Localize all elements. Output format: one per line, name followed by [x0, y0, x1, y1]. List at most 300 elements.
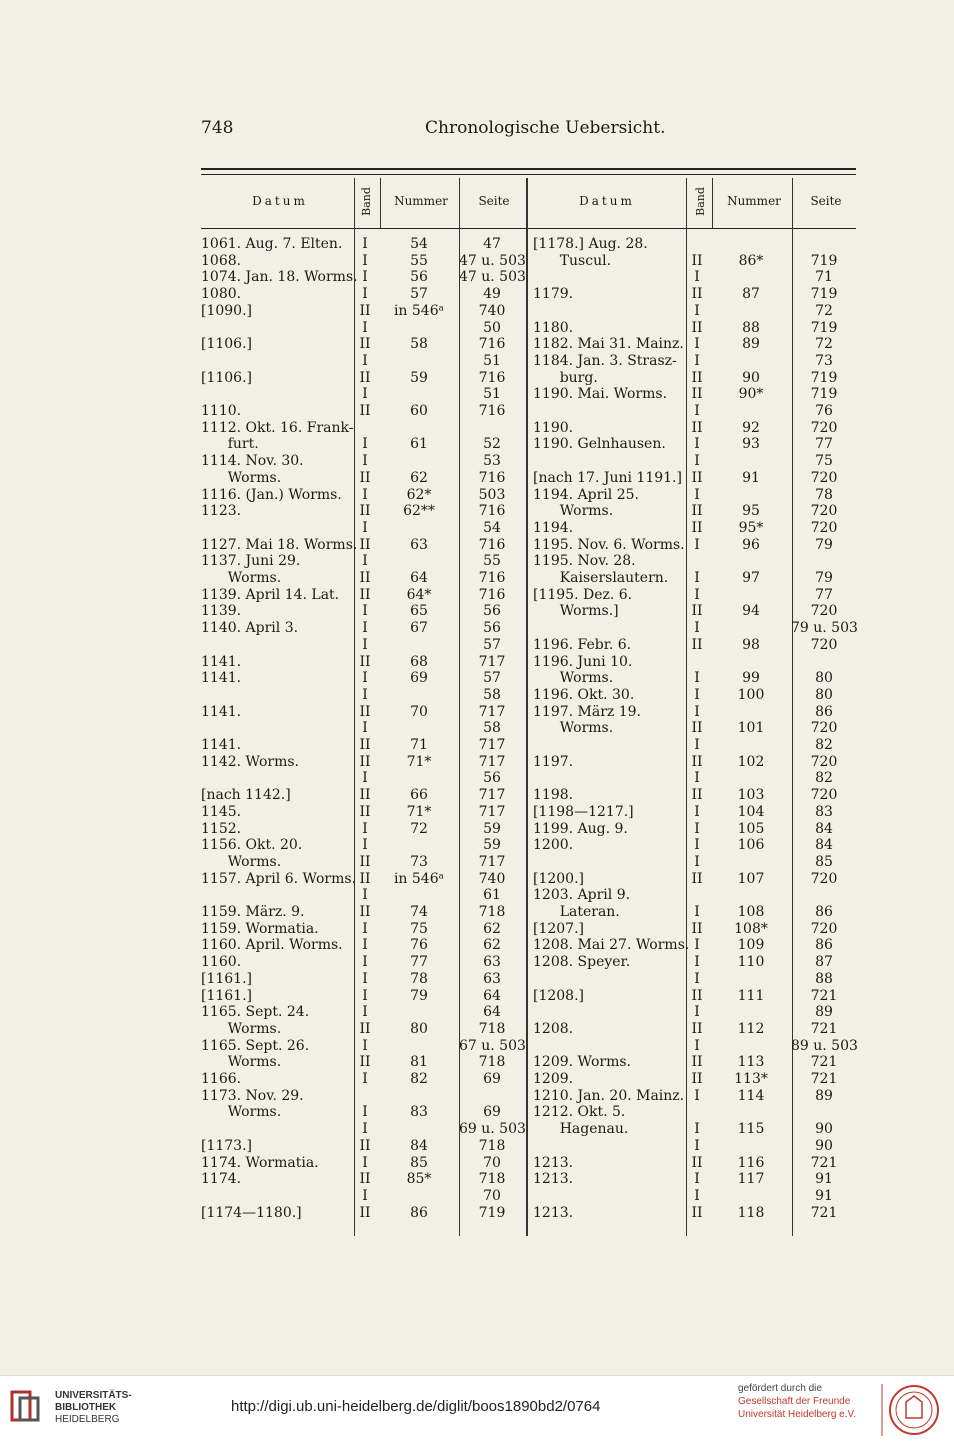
band-cell: I — [694, 403, 700, 419]
seite-cell: 720 — [810, 753, 838, 770]
seite-cell: 718 — [478, 1171, 506, 1188]
band-cell: I — [362, 954, 368, 971]
seite-cell: 721 — [810, 1204, 838, 1221]
table-row — [201, 420, 526, 437]
nummer-cell: 104 — [737, 803, 765, 820]
band-cell: II — [359, 1020, 371, 1037]
nummer-cell: 115 — [737, 1121, 765, 1138]
band-cell: I — [362, 636, 368, 653]
seite-cell: 84 — [815, 820, 833, 837]
seite-cell: 717 — [478, 753, 506, 770]
table-row — [201, 386, 526, 403]
nummer-cell: 69 — [410, 670, 428, 687]
band-cell: I — [362, 1187, 368, 1204]
table-row — [533, 770, 858, 787]
seite-cell: 721 — [810, 1054, 838, 1071]
datum-cell: Worms. — [201, 1020, 282, 1037]
band-cell: II — [691, 419, 703, 436]
datum-cell: 1210. Jan. 20. Mainz. — [533, 1087, 685, 1104]
band-cell: II — [691, 319, 703, 336]
seite-cell: 720 — [810, 419, 838, 436]
datum-cell: 1209. Worms. — [533, 1054, 631, 1071]
seite-cell: 719 — [810, 319, 838, 336]
datum-cell: 1080. — [201, 286, 242, 303]
datum-cell: 1208. — [533, 1020, 574, 1037]
table-row — [533, 954, 858, 971]
datum-cell: Kaiserslautern. — [533, 570, 669, 586]
datum-cell: Worms. — [201, 1104, 282, 1121]
band-cell: I — [694, 1037, 700, 1054]
band-cell: II — [691, 1204, 703, 1221]
nummer-cell: 86* — [738, 252, 764, 269]
table-row — [201, 1071, 526, 1088]
band-cell: I — [362, 920, 368, 937]
datum-cell: 1190. Gelnhausen. — [533, 436, 666, 453]
datum-cell: Hagenau. — [533, 1121, 629, 1138]
seite-cell: 90 — [815, 1121, 833, 1138]
datum-cell: 1140. April 3. — [201, 620, 299, 637]
seite-cell: 718 — [478, 1054, 506, 1071]
table-row — [201, 470, 526, 487]
seite-cell: 719 — [810, 369, 838, 386]
seite-cell: 86 — [815, 703, 833, 720]
datum-cell: Worms. — [201, 1054, 282, 1071]
table-row — [533, 720, 858, 737]
seite-cell: 56 — [483, 603, 501, 620]
band-cell: I — [362, 1037, 368, 1054]
left-band-header: Band — [359, 187, 373, 216]
band-cell: II — [359, 787, 371, 804]
nummer-cell: 96 — [742, 536, 760, 553]
seite-cell: 47 u. 503 — [459, 252, 526, 269]
table-row — [533, 737, 858, 754]
seite-cell: 720 — [810, 787, 838, 804]
datum-cell: 1173. Nov. 29. — [201, 1087, 304, 1104]
seite-cell: 716 — [478, 369, 506, 386]
datum-cell: 1209. — [533, 1071, 574, 1087]
datum-cell: 1197. März 19. — [533, 703, 641, 720]
table-row — [533, 637, 858, 654]
datum-cell: burg. — [533, 369, 598, 386]
nummer-cell: 62 — [410, 469, 428, 486]
nummer-cell: 110 — [737, 954, 765, 971]
nummer-cell: 91 — [742, 469, 760, 486]
seite-cell: 64 — [483, 1004, 501, 1021]
table-row — [533, 904, 858, 921]
band-cell: I — [362, 269, 368, 286]
band-cell: I — [694, 570, 700, 586]
seite-cell: 91 — [815, 1187, 833, 1204]
table-row — [533, 403, 858, 420]
table-row — [533, 553, 858, 570]
band-cell: I — [694, 837, 700, 854]
seite-cell: 717 — [478, 737, 506, 753]
table-row — [533, 487, 858, 504]
nummer-cell: 112 — [737, 1020, 765, 1037]
seite-cell: 75 — [815, 453, 833, 470]
table-row — [533, 386, 858, 403]
datum-cell: 1196. Okt. 30. — [533, 686, 635, 703]
seite-cell: 73 — [815, 352, 833, 369]
seite-cell: 61 — [483, 887, 501, 904]
table-row — [201, 436, 526, 453]
band-cell: II — [691, 386, 703, 403]
band-cell: II — [359, 653, 371, 670]
nummer-cell: 106 — [737, 837, 765, 854]
seite-cell: 720 — [810, 603, 838, 620]
seite-cell: 716 — [478, 536, 506, 553]
nummer-cell: 62* — [406, 486, 432, 503]
table-row — [201, 1038, 526, 1055]
datum-cell: Worms.] — [533, 603, 619, 620]
nummer-cell: 66 — [410, 787, 428, 804]
datum-cell: 1203. April 9. — [533, 887, 631, 904]
table-row — [533, 821, 858, 838]
seite-cell: 720 — [810, 469, 838, 486]
table-row — [201, 286, 526, 303]
nummer-cell: 63 — [410, 536, 428, 553]
right-seite-header: Seite — [810, 194, 842, 208]
band-cell: II — [691, 1154, 703, 1171]
band-cell: II — [359, 870, 371, 887]
page-number: 748 — [201, 118, 234, 138]
table-row — [533, 921, 858, 938]
table-row — [533, 253, 858, 270]
table-row — [533, 503, 858, 520]
band-cell: I — [694, 302, 700, 319]
nummer-cell: 61 — [410, 436, 428, 453]
table-row — [201, 403, 526, 420]
seite-cell: 62 — [483, 937, 501, 954]
band-cell: I — [694, 937, 700, 954]
library-name: UNIVERSITÄTS- BIBLIOTHEK HEIDELBERG — [55, 1390, 132, 1425]
datum-cell: 1157. April 6. Worms. — [201, 870, 356, 887]
seite-cell: 720 — [810, 519, 838, 536]
table-row — [201, 587, 526, 604]
table-row — [201, 1054, 526, 1071]
datum-cell: 1141. — [201, 653, 242, 670]
seite-cell: 82 — [815, 737, 833, 753]
nummer-cell: 70 — [410, 703, 428, 720]
band-cell: I — [694, 1187, 700, 1204]
datum-cell: 1174. — [201, 1171, 242, 1188]
band-cell: II — [691, 603, 703, 620]
table-row — [201, 537, 526, 554]
datum-cell: 1166. — [201, 1071, 242, 1087]
band-cell: I — [694, 737, 700, 753]
seite-cell: 87 — [815, 954, 833, 971]
band-cell: II — [691, 787, 703, 804]
nummer-cell: 93 — [742, 436, 760, 453]
table-row — [533, 1088, 858, 1105]
table-row — [533, 353, 858, 370]
nummer-cell: 113* — [734, 1071, 768, 1087]
band-cell: II — [691, 720, 703, 737]
table-row — [533, 988, 858, 1005]
band-cell: II — [359, 1054, 371, 1071]
center-divider — [526, 178, 528, 1236]
band-cell: II — [691, 987, 703, 1004]
nummer-cell: 94 — [742, 603, 760, 620]
seite-cell: 59 — [483, 820, 501, 837]
table-row — [201, 988, 526, 1005]
seite-cell: 82 — [815, 770, 833, 787]
band-cell: I — [694, 670, 700, 687]
nummer-cell: 57 — [410, 286, 428, 303]
top-rule-thin — [201, 174, 856, 175]
seite-cell: 72 — [815, 302, 833, 319]
table-row — [201, 837, 526, 854]
nummer-cell: 71* — [406, 803, 432, 820]
band-cell: I — [362, 670, 368, 687]
table-row — [533, 1054, 858, 1071]
band-cell: I — [694, 1121, 700, 1138]
nummer-cell: 89 — [742, 336, 760, 353]
table-row — [201, 353, 526, 370]
datum-cell: 1190. Mai. Worms. — [533, 386, 668, 403]
seite-cell: 718 — [478, 1137, 506, 1154]
col-divider — [380, 178, 381, 228]
table-row — [533, 1171, 858, 1188]
nummer-cell: 108* — [734, 920, 768, 937]
seite-cell: 718 — [478, 1020, 506, 1037]
table-row — [201, 904, 526, 921]
band-cell: II — [359, 403, 371, 419]
seite-cell: 90 — [815, 1137, 833, 1154]
seite-cell: 85 — [815, 853, 833, 870]
seite-cell: 716 — [478, 503, 506, 520]
datum-cell: 1200. — [533, 837, 574, 854]
datum-cell: 1139. April 14. Lat. — [201, 586, 340, 603]
table-row — [533, 887, 858, 904]
datum-cell: 1142. Worms. — [201, 753, 299, 770]
right-nummer-header: Nummer — [727, 194, 781, 208]
source-url[interactable]: http://digi.ub.uni-heidelberg.de/diglit/boos1890bd2/0764 — [231, 1398, 601, 1415]
table-row — [201, 804, 526, 821]
band-cell: II — [359, 536, 371, 553]
nummer-cell: 114 — [737, 1087, 765, 1104]
datum-cell: 1112. Okt. 16. Frank- — [201, 419, 354, 436]
seite-cell: 70 — [483, 1187, 501, 1204]
table-row — [533, 320, 858, 337]
seite-cell: 716 — [478, 336, 506, 353]
table-row — [201, 654, 526, 671]
table-row — [201, 1004, 526, 1021]
datum-cell: [1173.] — [201, 1137, 253, 1154]
seite-cell: 86 — [815, 937, 833, 954]
datum-cell: 1190. — [533, 419, 574, 436]
seite-cell: 716 — [478, 403, 506, 419]
nummer-cell: 116 — [737, 1154, 765, 1171]
band-cell: I — [362, 1071, 368, 1087]
seite-cell: 57 — [483, 636, 501, 653]
table-row — [533, 436, 858, 453]
table-row — [201, 303, 526, 320]
nummer-cell: 64* — [406, 586, 432, 603]
band-cell: I — [694, 853, 700, 870]
band-cell: I — [362, 319, 368, 336]
datum-cell: 1165. Sept. 26. — [201, 1037, 310, 1054]
nummer-cell: 60 — [410, 403, 428, 419]
datum-cell: 1165. Sept. 24. — [201, 1004, 310, 1021]
datum-cell: 1179. — [533, 286, 574, 303]
nummer-cell: 118 — [737, 1204, 765, 1221]
nummer-cell: 88 — [742, 319, 760, 336]
nummer-cell: 84 — [410, 1137, 428, 1154]
datum-cell: 1208. Speyer. — [533, 954, 631, 971]
table-row — [201, 1104, 526, 1121]
seite-cell: 503 — [478, 486, 506, 503]
datum-cell: 1139. — [201, 603, 242, 620]
band-cell: I — [362, 620, 368, 637]
table-row — [533, 1004, 858, 1021]
nummer-cell: 75 — [410, 920, 428, 937]
datum-cell: 1180. — [533, 319, 574, 336]
datum-cell: Lateran. — [533, 904, 620, 920]
seite-cell: 47 — [483, 236, 501, 252]
band-cell: II — [359, 302, 371, 319]
band-cell: II — [359, 737, 371, 753]
datum-cell: Worms. — [533, 503, 614, 520]
seite-cell: 716 — [478, 586, 506, 603]
datum-cell: 1197. — [533, 753, 574, 770]
top-rule — [201, 168, 856, 170]
table-row — [201, 487, 526, 504]
seite-cell: 89 — [815, 1004, 833, 1021]
seite-cell: 84 — [815, 837, 833, 854]
datum-cell: Worms. — [201, 853, 282, 870]
nummer-cell: 85 — [410, 1154, 428, 1171]
seite-cell: 86 — [815, 904, 833, 920]
table-row — [533, 520, 858, 537]
nummer-cell: 111 — [737, 987, 765, 1004]
datum-cell: 1152. — [201, 820, 242, 837]
nummer-cell: 113 — [737, 1054, 765, 1071]
table-row — [201, 603, 526, 620]
nummer-cell: 98 — [742, 636, 760, 653]
seite-cell: 717 — [478, 853, 506, 870]
band-cell: II — [359, 753, 371, 770]
datum-cell: Worms. — [533, 720, 614, 737]
table-row — [533, 837, 858, 854]
table-row — [533, 1104, 858, 1121]
seite-cell: 52 — [483, 436, 501, 453]
datum-cell: 1212. Okt. 5. — [533, 1104, 626, 1121]
band-cell: I — [362, 1104, 368, 1121]
band-cell: I — [694, 1087, 700, 1104]
datum-cell: 1160. April. Worms. — [201, 937, 343, 954]
band-cell: I — [362, 436, 368, 453]
band-cell: I — [694, 904, 700, 920]
table-row — [201, 453, 526, 470]
nummer-cell: 81 — [410, 1054, 428, 1071]
band-cell: I — [694, 954, 700, 971]
table-row — [201, 787, 526, 804]
band-cell: II — [359, 853, 371, 870]
table-row — [533, 1021, 858, 1038]
table-row — [533, 420, 858, 437]
band-cell: I — [362, 1004, 368, 1021]
band-cell: I — [694, 770, 700, 787]
band-cell: I — [362, 386, 368, 403]
band-cell: I — [694, 436, 700, 453]
seite-cell: 716 — [478, 469, 506, 486]
band-cell: I — [694, 536, 700, 553]
table-row — [201, 720, 526, 737]
seite-cell: 77 — [815, 436, 833, 453]
band-cell: I — [694, 269, 700, 286]
datum-cell: 1114. Nov. 30. — [201, 453, 304, 470]
datum-cell: 1159. Wormatia. — [201, 920, 319, 937]
nummer-cell: 71* — [406, 753, 432, 770]
band-cell: II — [359, 336, 371, 353]
table-row — [533, 1205, 858, 1222]
table-row — [201, 854, 526, 871]
right-table — [533, 236, 858, 1236]
datum-cell: [1200.] — [533, 870, 585, 887]
datum-cell: 1123. — [201, 503, 242, 520]
table-row — [533, 1188, 858, 1205]
band-cell: I — [362, 987, 368, 1004]
nummer-cell: 97 — [742, 570, 760, 586]
datum-cell: 1068. — [201, 252, 242, 269]
datum-cell: [1208.] — [533, 987, 585, 1004]
datum-cell: 1182. Mai 31. Mainz. — [533, 336, 684, 353]
table-row — [533, 453, 858, 470]
table-row — [533, 269, 858, 286]
band-cell: II — [691, 469, 703, 486]
page-title: Chronologische Uebersicht. — [425, 118, 666, 138]
datum-cell: 1196. Juni 10. — [533, 653, 633, 670]
table-row — [201, 687, 526, 704]
seite-cell: 51 — [483, 352, 501, 369]
table-row — [201, 503, 526, 520]
table-row — [533, 787, 858, 804]
seite-cell: 64 — [483, 987, 501, 1004]
nummer-cell: 78 — [410, 970, 428, 987]
seite-cell: 718 — [478, 904, 506, 920]
datum-cell: 1159. März. 9. — [201, 904, 305, 920]
table-row — [201, 320, 526, 337]
band-cell: II — [691, 870, 703, 887]
seite-cell: 54 — [483, 519, 501, 536]
nummer-cell: 80 — [410, 1020, 428, 1037]
seite-cell: 57 — [483, 670, 501, 687]
nummer-cell: in 546ᵃ — [393, 302, 445, 319]
table-row — [533, 236, 858, 253]
table-row — [533, 470, 858, 487]
band-cell: I — [694, 336, 700, 353]
band-cell: I — [694, 486, 700, 503]
nummer-cell: 87 — [742, 286, 760, 303]
nummer-cell: 62** — [403, 503, 435, 520]
datum-cell: 1061. Aug. 7. Elten. — [201, 236, 343, 252]
right-band-header: Band — [693, 187, 707, 216]
table-row — [201, 737, 526, 754]
band-cell: II — [691, 503, 703, 520]
nummer-cell: 68 — [410, 653, 428, 670]
nummer-cell: 64 — [410, 570, 428, 586]
sponsor-text: gefördert durch die Gesellschaft der Freunde Universität Heidelberg e.V. — [738, 1383, 857, 1420]
datum-cell: 1199. Aug. 9. — [533, 820, 628, 837]
band-cell: II — [359, 904, 371, 920]
table-row — [201, 1121, 526, 1138]
band-cell: I — [362, 887, 368, 904]
seite-cell: 62 — [483, 920, 501, 937]
seite-cell: 67 u. 503 — [459, 1037, 526, 1054]
nummer-cell: in 546ᵃ — [393, 870, 445, 887]
seite-cell: 83 — [815, 803, 833, 820]
